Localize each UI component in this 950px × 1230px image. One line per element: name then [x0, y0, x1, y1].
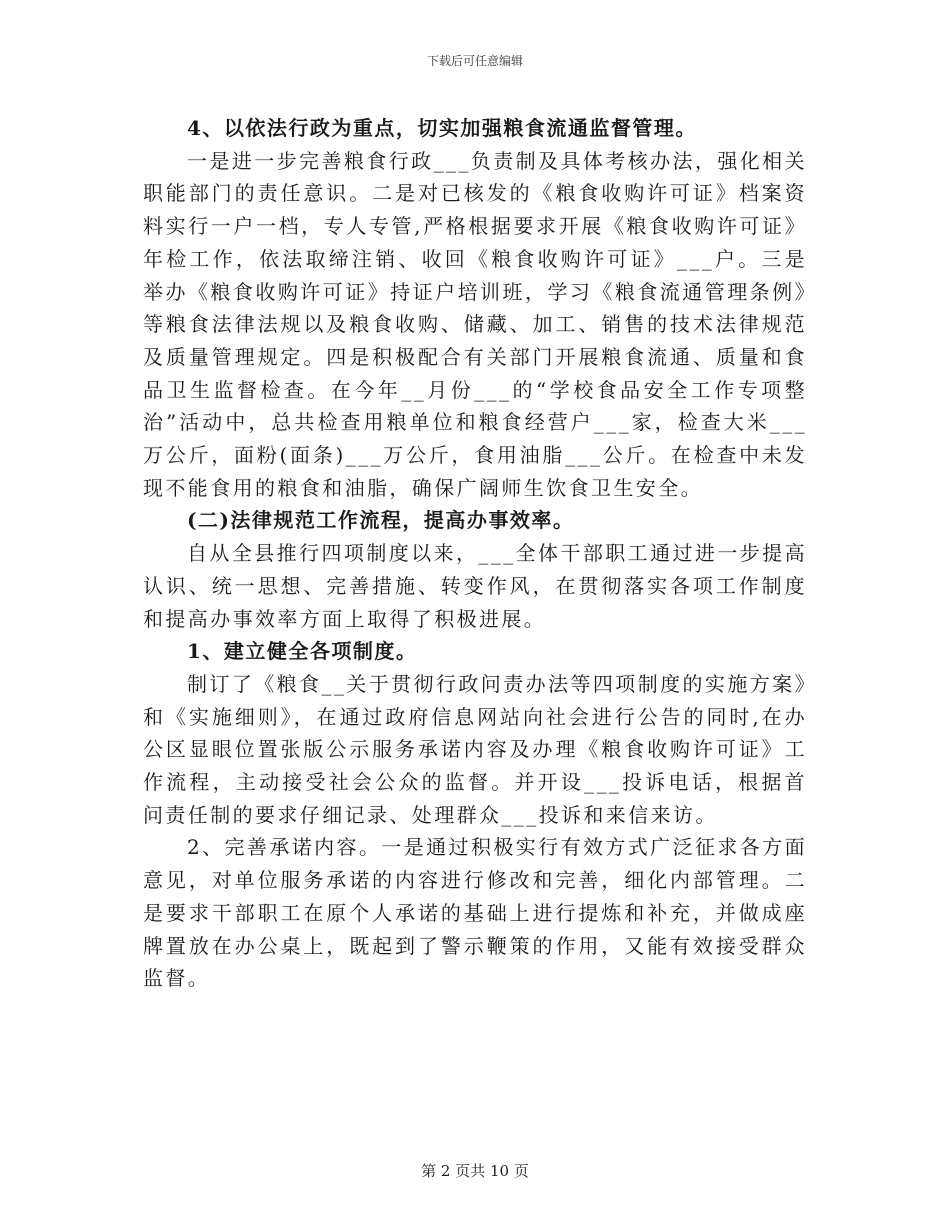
section-heading-2: (二)法律规范工作流程，提高办事效率。: [187, 508, 575, 533]
section-heading-1: 1、建立健全各项制度。: [187, 639, 418, 664]
page-header: 下载后可任意编辑: [426, 54, 523, 68]
paragraph-system-rules: 制订了《粮食__关于贯彻行政问责办法等四项制度的实施方案》和《实施细则》，在通过政府信息网站向社会进行公告的同时,在办公区显眼位置张版公示服务承诺内容及办理《粮食收购许可证》工作流程，主动接受社会公众的监督。并开设___投诉电话，根据首问责任制的要求仔细记录、处理群众___投诉和来信来访。: [143, 671, 807, 827]
document-body: [143, 112, 807, 995]
paragraph-four-systems: 自从全县推行四项制度以来，___全体干部职工通过进一步提高认识、统一思想、完善措施、转变作风，在贯彻落实各项工作制度和提高办事效率方面上取得了积极进展。: [143, 541, 807, 631]
paragraph-grain-supervision: 一是进一步完善粮食行政___负责制及具体考核办法，强化相关职能部门的责任意识。二是对已核发的《粮食收购许可证》档案资料实行一户一档，专人专管,严格根据要求开展《粮食收购许可证》年检工作，依法取缔注销、收回《粮食收购许可证》___户。三是举办《粮食收购许可证》持证户培训班，学习《粮食流通管理条例》等粮食法律法规以及粮食收购、储藏、加工、销售的技术法律规范及质量管理规定。四是积极配合有关部门开展粮食流通、质量和食品卫生监督检查。在今年__月份___的“学校食品安全工作专项整治”活动中，总共检查用粮单位和粮食经营户___家，检查大米___万公斤，面粉(面条)___万公斤，食用油脂___公斤。在检查中未发现不能食用的粮食和油脂，确保广阔师生饮食卫生安全。: [143, 148, 807, 500]
paragraph-commitments: 2、完善承诺内容。一是通过积极实行有效方式广泛征求各方面意见，对单位服务承诺的内容进行修改和完善，细化内部管理。二是要求干部职工在原个人承诺的基础上进行提炼和补充，并做成座牌置放在办公桌上，既起到了警示鞭策的作用，又能有效接受群众监督。: [143, 835, 807, 991]
page-footer: 第 2 页共 10 页: [421, 1162, 529, 1180]
section-heading-4: 4、以依法行政为重点，切实加强粮食流通监督管理。: [187, 116, 697, 140]
